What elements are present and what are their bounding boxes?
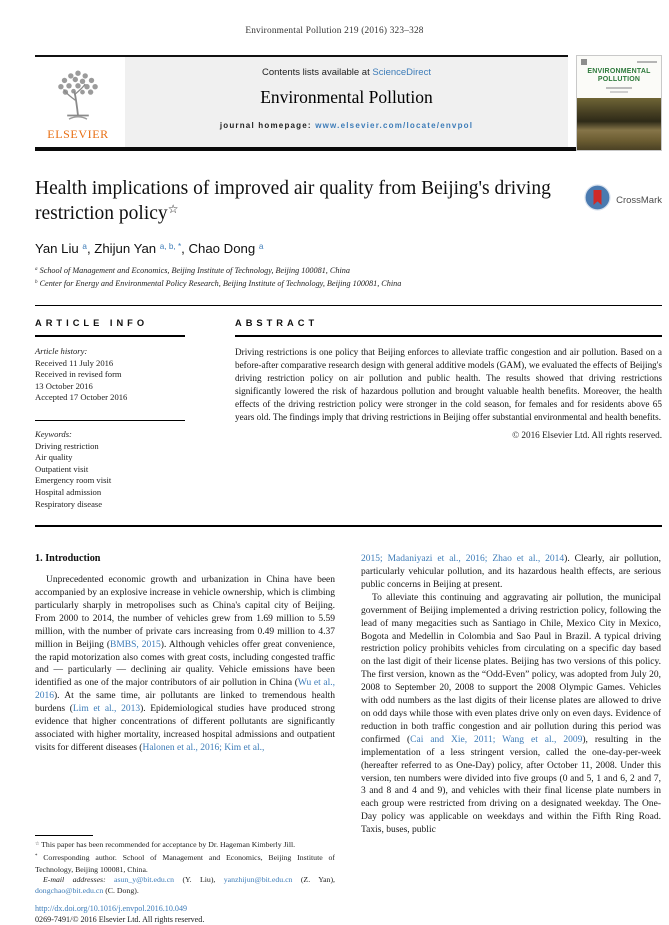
- citation-madaniyazi-zhao[interactable]: 2015; Madaniyazi et al., 2016; Zhao et al., 2014: [361, 554, 565, 565]
- homepage-line: journal homepage: www.elsevier.com/locate/envpol: [219, 121, 474, 130]
- authors-line: Yan Liu $^a$, Zhijun Yan $^{a, b, *}$, Chao Dong $^a$: [35, 241, 264, 256]
- divider: [35, 525, 662, 527]
- elsevier-logo: [35, 57, 121, 147]
- banner-center-box: [125, 57, 568, 147]
- history-line: Accepted 17 October 2016: [35, 392, 128, 403]
- cover-editors-placeholder-2: [610, 91, 628, 93]
- body-columns: [35, 553, 662, 925]
- keyword: Driving restriction: [35, 440, 99, 451]
- cover-photo: [577, 98, 661, 150]
- author-affil-ref-a2[interactable]: a: [258, 241, 264, 251]
- citation-halonen-kim[interactable]: Halonen et al., 2016; Kim et al.,: [142, 742, 265, 753]
- keyword: Emergency room visit: [35, 475, 112, 486]
- abstract-column: [235, 318, 662, 510]
- keyword: Outpatient visit: [35, 463, 89, 474]
- history-line: Received in revised form: [35, 369, 122, 380]
- body-column-right: [361, 553, 661, 925]
- divider: [35, 420, 185, 421]
- keyword: Respiratory disease: [35, 498, 103, 509]
- email-link-liu[interactable]: asun_y@bit.edu.cn: [114, 875, 175, 885]
- cover-top-strip: [577, 56, 661, 65]
- article-info-column: [35, 318, 185, 510]
- keyword: Hospital admission: [35, 486, 102, 497]
- affiliations: [35, 265, 662, 291]
- cover-title: ENVIRONMENTAL POLLUTION: [587, 68, 651, 83]
- footnote-corresponding: * Corresponding author. School of Management and Economics, Beijing Institute of Technology, Beijing 100081, China.: [35, 852, 335, 875]
- article-info-heading: ARTICLE INFO: [35, 318, 149, 328]
- section-heading-introduction: 1. Introduction: [35, 553, 101, 565]
- footnote-rule: [35, 835, 93, 836]
- crossmark-badge[interactable]: [584, 185, 662, 215]
- author-affil-ref-ab-star[interactable]: a, b, *: [159, 241, 182, 251]
- journal-cover-thumbnail: [576, 55, 662, 151]
- history-line: Received 11 July 2016: [35, 357, 114, 368]
- journal-homepage-link[interactable]: www.elsevier.com/locate/envpol: [315, 121, 474, 130]
- intro-paragraph-2: To alleviate this continuing and aggravating air pollution, the municipal government of Beijing implemented a driving restriction policy, following the lead of many megacities such as Santiago in Chile, Mexico City in Mexico, Bogota and Medellin in Colombia and Sao Paul in Brazil. A typical driving restriction policy prohibits vehicles from circulating on a specific day based on the last digit of their license plates. Beijing has two versions of this policy. The first version, known as the “Odd-Even” policy, was adopted from July 20, 2008 to September 20, 2008 to support the 2008 Olympic Games. Vehicles with odd numbers as the last digits of their license plates are allowed to drive on odd days while those with even plates drive only on even days. Evidence of reduction in both traffic congestion and air pollution during this period was confirmed (Cai and Xie, 2011; Wang et al., 2009), resulting in the implementation of a less stringent version, called the one-day-per-week (hereafter referred to as One-Day) policy, after October 11, 2008. Under this version, ten numbers were divided into five groups (0 and 5, 1 and 6, 2 and 7, 3 and 8 and 4 and 9), and vehicles with their final license plate numbers in each group were restricted from driving on a designated weekday. The One-Day policy was applicable on weekdays and within the Fifth Ring Road. Taxis, buses, public: [361, 592, 662, 836]
- keyword: Air quality: [35, 452, 73, 463]
- sciencedirect-link[interactable]: ScienceDirect: [372, 67, 431, 78]
- cover-editors-placeholder: [606, 87, 632, 89]
- cover-publisher-mark-icon: [581, 59, 587, 65]
- keywords-label: Keywords:: [35, 428, 72, 439]
- body-column-left: [35, 553, 335, 925]
- cover-issue-text-placeholder: [637, 61, 657, 63]
- email-link-yan[interactable]: yanzhijun@bit.edu.cn: [223, 875, 293, 885]
- citation-cai-wang[interactable]: Cai and Xie, 2011; Wang et al., 2009: [410, 734, 583, 745]
- contents-line: Contents lists available at ScienceDirect: [262, 67, 431, 78]
- crossmark-label: CrossMark: [616, 194, 662, 206]
- footnote-emails: E-mail addresses: asun_y@bit.edu.cn (Y. Liu), yanzhijun@bit.edu.cn (Z. Yan), dongchao@bit.edu.cn (C. Dong).: [35, 875, 335, 895]
- info-abstract-section: [35, 306, 662, 510]
- history-line: 13 October 2016: [35, 380, 93, 391]
- author-affil-ref-a[interactable]: a: [82, 241, 87, 251]
- citation-wu-2016[interactable]: Wu et al., 2016: [35, 678, 335, 702]
- footnote-block: [35, 835, 335, 925]
- keywords-block: [35, 429, 185, 510]
- doi-link[interactable]: http://dx.doi.org/10.1016/j.envpol.2016.10.049: [35, 903, 188, 913]
- journal-title: Environmental Pollution: [260, 87, 433, 107]
- crossmark-icon: [584, 184, 611, 216]
- abstract-heading: ABSTRACT: [235, 318, 319, 328]
- journal-page: [0, 26, 669, 924]
- intro-paragraph-1-continued: 2015; Madaniyazi et al., 2016; Zhao et al., 2014). Clearly, air pollution, particularly vehicular pollution, and its hazardous health effects, are serious public concerns in Beijing at present.: [361, 554, 661, 590]
- article-history-label: Article history:: [35, 346, 88, 356]
- journal-header-banner: [35, 57, 662, 147]
- citation-bmbs-2015[interactable]: BMBS, 2015: [110, 639, 161, 650]
- intro-paragraph-1: Unprecedented economic growth and urbanization in China have been accompanied by an explosive increase in vehicle ownership, which is climbing particularly sharply in metropolises such as China's capital city of Beijing. From 2000 to 2014, the number of vehicles grew from 1.69 million to 5.59 million, with the number of private cars increasing from 0.49 million to 4.37 million in Beijing (BMBS, 2015). Although vehicles offer great convenience, the rapid motorization also comes with great costs, including congested traffic and — particularly — declining air quality. Vehicle emissions have been identified as one of the major contributors of air pollution in China (Wu et al., 2016). At the same time, air pollutants are linked to tremendous health burdens (Lim et al., 2013). Epidemiological studies have produced strong evidence that higher concentrations of different pollutants are significantly associated with higher mortality, increased hospital admissions and outpatient visits for different diseases (Halonen et al., 2016; Kim et al.,: [35, 575, 335, 753]
- footnote-star: ☆ This paper has been recommended for acceptance by Dr. Hageman Kimberly Jill.: [35, 840, 296, 850]
- issn-line: 0269-7491/© 2016 Elsevier Ltd. All rights reserved.: [35, 914, 205, 924]
- elsevier-tree-icon: [51, 65, 105, 126]
- affiliation-a: $^a$ School of Management and Economics, Beijing Institute of Technology, Beijing 100081, China: [35, 266, 350, 275]
- elsevier-wordmark: ELSEVIER: [47, 126, 109, 141]
- email-link-dong[interactable]: dongchao@bit.edu.cn: [35, 885, 104, 895]
- affiliation-b: $^b$ Center for Energy and Environmental Policy Research, Beijing Institute of Technology, Beijing 100081, China: [35, 279, 402, 288]
- divider: [35, 147, 662, 151]
- citation-lim-2013[interactable]: Lim et al., 2013: [72, 704, 141, 715]
- divider: [35, 335, 185, 337]
- copyright-line: © 2016 Elsevier Ltd. All rights reserved.: [512, 429, 662, 440]
- doi-block: [35, 904, 335, 925]
- article-title: Health implications of improved air quality from Beijing's driving restriction policy☆: [35, 178, 551, 224]
- article-history: [35, 346, 185, 404]
- divider: [235, 335, 662, 337]
- abstract-text: Driving restrictions is one policy that Beijing enforces to alleviate traffic congestion and air pollution. Based on a before-after comparative research design with general additive models (GAM), we evaluated the effects of Beijing's driving restriction policy on air pollution and public health. The results showed that driving restrictions significantly lowered the risk of hazardous pollution and brought valuable health benefits. Moreover, the health effects of the driving restriction policy were stronger in the cold season, for females and for residents above 65 years old. The findings imply that driving restrictions in Beijing offer substantial environmental and health benefits.: [235, 347, 662, 423]
- journal-citation: Environmental Pollution 219 (2016) 323–328: [245, 26, 424, 36]
